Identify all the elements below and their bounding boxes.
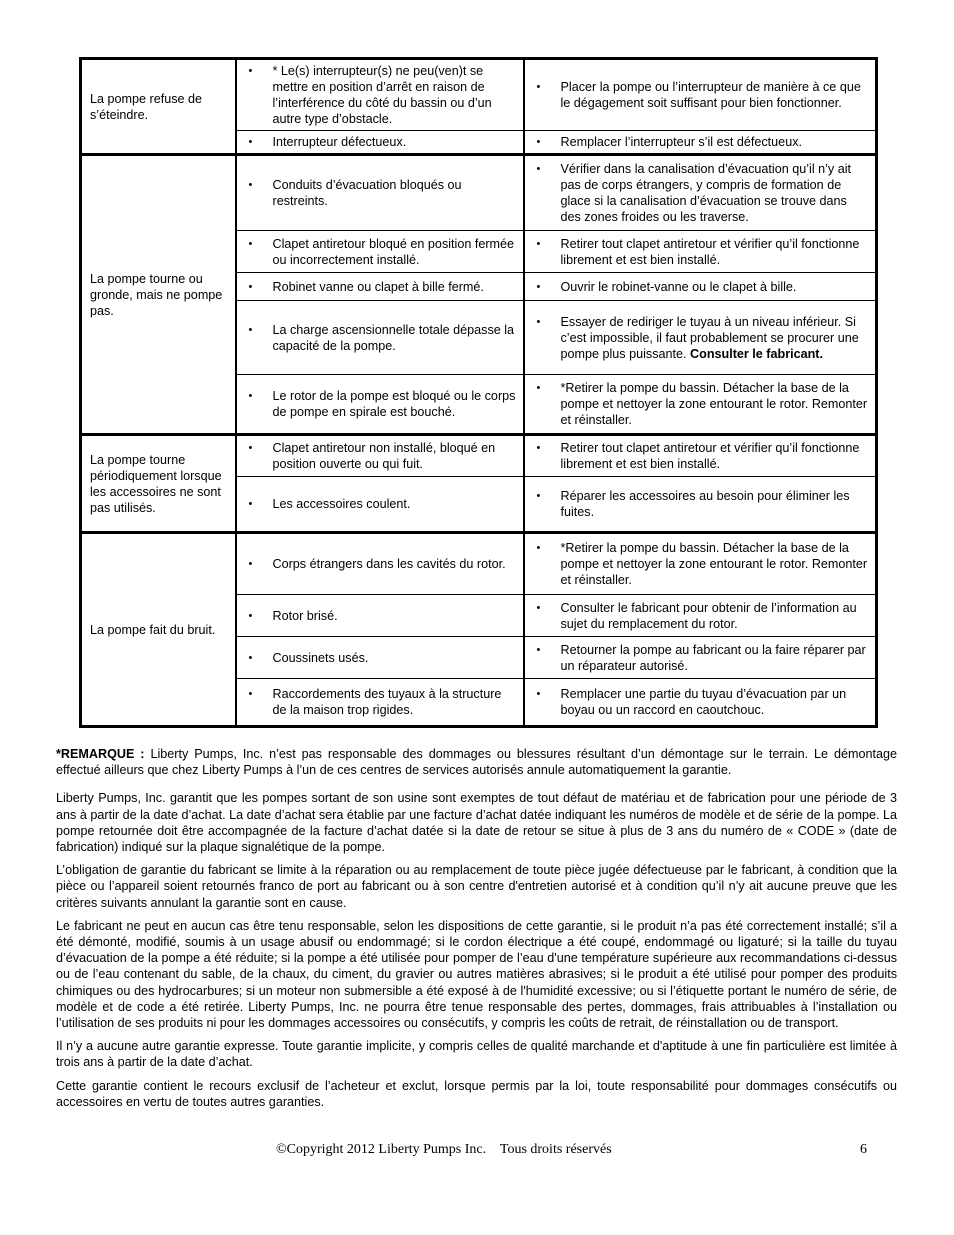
cause-cell-body: Robinet vanne ou clapet à bille fermé. xyxy=(272,279,484,294)
solution-cell xyxy=(524,59,877,131)
solution-cell-text xyxy=(561,380,870,428)
cause-cell-text xyxy=(273,177,517,209)
solution-cell xyxy=(524,637,877,679)
cause-cell xyxy=(236,679,524,727)
bullet-icon: • xyxy=(536,136,541,148)
page-footer xyxy=(0,1142,954,1162)
table-row xyxy=(81,435,877,477)
bullet-icon: • xyxy=(536,688,541,700)
bullet-icon: • xyxy=(536,490,541,502)
bullet-icon: • xyxy=(248,237,253,250)
solution-cell-body: Consulter le fabricant pour obtenir de l’information au sujet du remplacement du rotor. xyxy=(560,600,857,631)
warranty-paragraph-4: Il n’y a aucune autre garantie expresse. Toute garantie implicite, y compris celles de qualité marchande et d'aptitude à une fin particulière est limitée à trois ans à partir de la date d’achat. xyxy=(56,1039,897,1070)
cause-cell-body: Rotor brisé. xyxy=(272,608,338,623)
bullet-icon: • xyxy=(248,280,253,293)
remark-paragraph xyxy=(56,746,897,778)
bullet-icon: • xyxy=(248,65,253,77)
bullet-icon: • xyxy=(248,498,253,510)
remark-label: *REMARQUE : xyxy=(56,747,145,761)
bullet-icon: • xyxy=(248,390,253,402)
warranty-paragraph-1: Liberty Pumps, Inc. garantit que les pompes sortant de son usine sont exemptes de tout défaut de matériau et de fabrication pour une période de 3 ans à partir de la date d’achat. La date d’achat sera établie par une facture d’achat datée indiquant les numéros de modèle et de série de la pompe. La pompe retournée doit être accompagnée de la facture d’achat datée si la date de retour se situe à plus de 3 ans du numéro de « CODE » (date de fabrication) indiqué sur la plaque signalétique de la pompe. xyxy=(56,791,897,855)
cause-cell-body: Coussinets usés. xyxy=(272,650,369,665)
solution-cell-text xyxy=(561,488,870,520)
solution-cell-body: *Retirer la pompe du bassin. Détacher la base de la pompe et nettoyer la zone entourant le rotor. Remonter et réinstaller. xyxy=(560,541,868,587)
cause-cell-text xyxy=(273,608,517,624)
solution-cell-emphasis: Consulter le fabricant. xyxy=(690,346,823,361)
cause-cell xyxy=(236,273,524,301)
cause-cell xyxy=(236,595,524,637)
troubleshooting-table-body xyxy=(81,59,877,727)
bullet-icon: • xyxy=(536,315,541,328)
solution-cell xyxy=(524,301,877,375)
solution-cell-body: Placer la pompe ou l’interrupteur de manière à ce que le dégagement soit suffisant pour bien fonctionner. xyxy=(560,80,861,110)
warranty-paragraph-5: Cette garantie contient le recours exclusif de l’acheteur et exclut, lorsque permis par la loi, toute responsabilité pour dommages consécutifs ou accessoires en vertu de toutes autres garanties. xyxy=(56,1078,897,1109)
solution-cell-text xyxy=(561,642,870,674)
solution-cell xyxy=(524,595,877,637)
solution-cell-body: Remplacer l’interrupteur s’il est défectueux. xyxy=(560,135,802,149)
cause-cell-text xyxy=(273,440,517,472)
cause-cell-body: Les accessoires coulent. xyxy=(272,497,411,511)
solution-cell-text xyxy=(561,540,870,588)
page-number: 6 xyxy=(860,1142,867,1157)
solution-cell-body: Retirer tout clapet antiretour et vérifier qu’il fonctionne librement et est bien installé. xyxy=(560,236,860,267)
copyright-notice: ©Copyright 2012 Liberty Pumps Inc. Tous droits réservés xyxy=(276,1142,612,1157)
bullet-icon: • xyxy=(536,237,541,250)
cause-cell-body: Corps étrangers dans les cavités du rotor. xyxy=(272,557,506,571)
solution-cell-text xyxy=(561,279,870,295)
cause-cell-text xyxy=(273,650,517,666)
cause-cell xyxy=(236,435,524,477)
cause-cell xyxy=(236,59,524,131)
cause-cell xyxy=(236,131,524,155)
solution-cell-body: Vérifier dans la canalisation d’évacuation qu’il n’y ait pas de corps étrangers, y compris de formation de glace si la canalisation d’évacuation se trouve dans des zones froides ou les traverse. xyxy=(560,162,852,224)
solution-cell xyxy=(524,533,877,595)
table-row xyxy=(81,533,877,595)
symptom-cell: La pompe refuse de s’éteindre. xyxy=(81,59,236,155)
cause-cell-text xyxy=(273,496,517,512)
cause-cell-body: Raccordements des tuyaux à la structure de la maison trop rigides. xyxy=(272,687,502,717)
cause-cell xyxy=(236,637,524,679)
bullet-icon: • xyxy=(536,81,541,93)
bullet-icon: • xyxy=(536,542,541,554)
solution-cell-body: Réparer les accessoires au besoin pour éliminer les fuites. xyxy=(560,489,850,519)
cause-cell-body: Interrupteur défectueux. xyxy=(272,135,407,149)
cause-cell-text xyxy=(273,686,517,718)
remark-text: Liberty Pumps, Inc. n’est pas responsable des dommages ou blessures résultant d’un démontage sur le terrain. Le démontage effectué ailleurs que chez Liberty Pumps à l’un de ces centres de services autorisés annule automatiquement la garantie. xyxy=(56,747,897,778)
cause-cell xyxy=(236,155,524,231)
cause-cell xyxy=(236,375,524,435)
bullet-icon: • xyxy=(536,601,541,614)
cause-cell-text xyxy=(273,236,517,268)
bullet-icon: • xyxy=(248,442,253,454)
troubleshooting-table xyxy=(79,57,878,728)
solution-cell xyxy=(524,435,877,477)
cause-cell-body: Le rotor de la pompe est bloqué ou le corps de pompe en spirale est bouché. xyxy=(272,389,516,419)
bullet-icon: • xyxy=(536,442,541,454)
solution-cell-body: Retirer tout clapet antiretour et vérifier qu’il fonctionne librement et est bien installé. xyxy=(560,441,860,471)
cause-cell-text xyxy=(273,322,517,354)
solution-cell-text xyxy=(561,161,870,225)
table-row xyxy=(81,155,877,231)
cause-cell xyxy=(236,231,524,273)
solution-cell xyxy=(524,375,877,435)
symptom-cell: La pompe tourne périodiquement lorsque les accessoires ne sont pas utilisés. xyxy=(81,435,236,533)
cause-cell-text xyxy=(273,388,517,420)
bullet-icon: • xyxy=(536,280,541,293)
solution-cell-body: Essayer de rediriger le tuyau à un niveau inférieur. Si c’est impossible, il faut probablement se procurer une pompe plus puissante. xyxy=(560,314,859,361)
cause-cell-body: * Le(s) interrupteur(s) ne peu(ven)t se mettre en position d’arrêt en raison de l’interférence du côté du bassin ou d’un autre type d’obstacle. xyxy=(272,64,492,126)
cause-cell xyxy=(236,533,524,595)
bullet-icon: • xyxy=(248,651,253,664)
bullet-icon: • xyxy=(536,163,541,175)
bullet-icon: • xyxy=(248,323,253,336)
solution-cell-text xyxy=(561,440,870,472)
bullet-icon: • xyxy=(248,688,253,700)
bullet-icon: • xyxy=(248,179,253,191)
solution-cell xyxy=(524,155,877,231)
cause-cell-text xyxy=(273,63,517,127)
bullet-icon: • xyxy=(536,643,541,656)
symptom-cell: La pompe tourne ou gronde, mais ne pompe pas. xyxy=(81,155,236,435)
solution-cell xyxy=(524,131,877,155)
solution-cell-body: Retourner la pompe au fabricant ou la faire réparer par un réparateur autorisé. xyxy=(560,642,866,673)
cause-cell-body: Clapet antiretour bloqué en position fermée ou incorrectement installé. xyxy=(272,236,515,267)
cause-cell-body: Clapet antiretour non installé, bloqué en position ouverte ou qui fuit. xyxy=(272,441,496,471)
solution-cell-text xyxy=(561,79,870,111)
bullet-icon: • xyxy=(248,558,253,570)
cause-cell-text xyxy=(273,134,517,150)
warranty-notes xyxy=(56,746,897,1117)
solution-cell-body: Remplacer une partie du tuyau d’évacuation par un boyau ou un raccord en caoutchouc. xyxy=(560,687,847,717)
solution-cell-body: Ouvrir le robinet-vanne ou le clapet à bille. xyxy=(560,279,797,294)
table-row xyxy=(81,59,877,131)
solution-cell-text xyxy=(561,314,870,362)
cause-cell-body: La charge ascensionnelle totale dépasse la capacité de la pompe. xyxy=(272,322,515,353)
solution-cell-text xyxy=(561,134,870,150)
cause-cell xyxy=(236,301,524,375)
solution-cell-text xyxy=(561,600,870,632)
solution-cell xyxy=(524,477,877,533)
cause-cell xyxy=(236,477,524,533)
solution-cell xyxy=(524,231,877,273)
cause-cell-text xyxy=(273,556,517,572)
bullet-icon: • xyxy=(536,382,541,394)
solution-cell-text xyxy=(561,236,870,268)
warranty-paragraph-3: Le fabricant ne peut en aucun cas être tenu responsable, selon les dispositions de cette garantie, si le produit n’a pas été correctement installé; s’il a été démonté, modifié, soumis à un usage abusif ou endommagé; si le cordon électrique a été coupé, endommagé ou ligaturé; si la taille du tuyau d’évacuation de la pompe a été réduite; si la pompe a été utilisée pour pomper de l’eau d'une température supérieure aux recommandations ci-dessus ou de l’eau contenant du sable, de la chaux, du ciment, du gravier ou autres matières abrasives; si le produit a été utilisé pour pomper des produits chimiques ou des hydrocarbures; si un moteur non submersible a été exposé à de l'humidité excessive; ou si l’étiquette portant le numéro de série, de modèle et de code a été retirée. Liberty Pumps, Inc. ne pourra être tenue responsable des pertes, dommages, frais attribuables à l’installation ou l’utilisation de ses produits ni pour les dommages accessoires ou consécutifs, y compris les coûts de retrait, de réinstallation ou de transport. xyxy=(56,918,897,1031)
bullet-icon: • xyxy=(248,136,253,148)
cause-cell-body: Conduits d’évacuation bloqués ou restreints. xyxy=(272,178,462,208)
cause-cell-text xyxy=(273,279,517,295)
bullet-icon: • xyxy=(248,609,253,622)
symptom-cell: La pompe fait du bruit. xyxy=(81,533,236,727)
solution-cell-body: *Retirer la pompe du bassin. Détacher la base de la pompe et nettoyer la zone entourant le rotor. Remonter et réinstaller. xyxy=(560,381,868,427)
solution-cell-text xyxy=(561,686,870,718)
solution-cell xyxy=(524,679,877,727)
warranty-paragraph-2: L’obligation de garantie du fabricant se limite à la réparation ou au remplacement de toute pièce jugée défectueuse par le fabricant, à condition que la pièce ou l’appareil soient retournés franco de port au fabricant ou à son centre d'entretien autorisé et à condition qu’il n’y ait aucune preuve que les critères suivants annulant la garantie sont en cause. xyxy=(56,863,897,910)
solution-cell xyxy=(524,273,877,301)
